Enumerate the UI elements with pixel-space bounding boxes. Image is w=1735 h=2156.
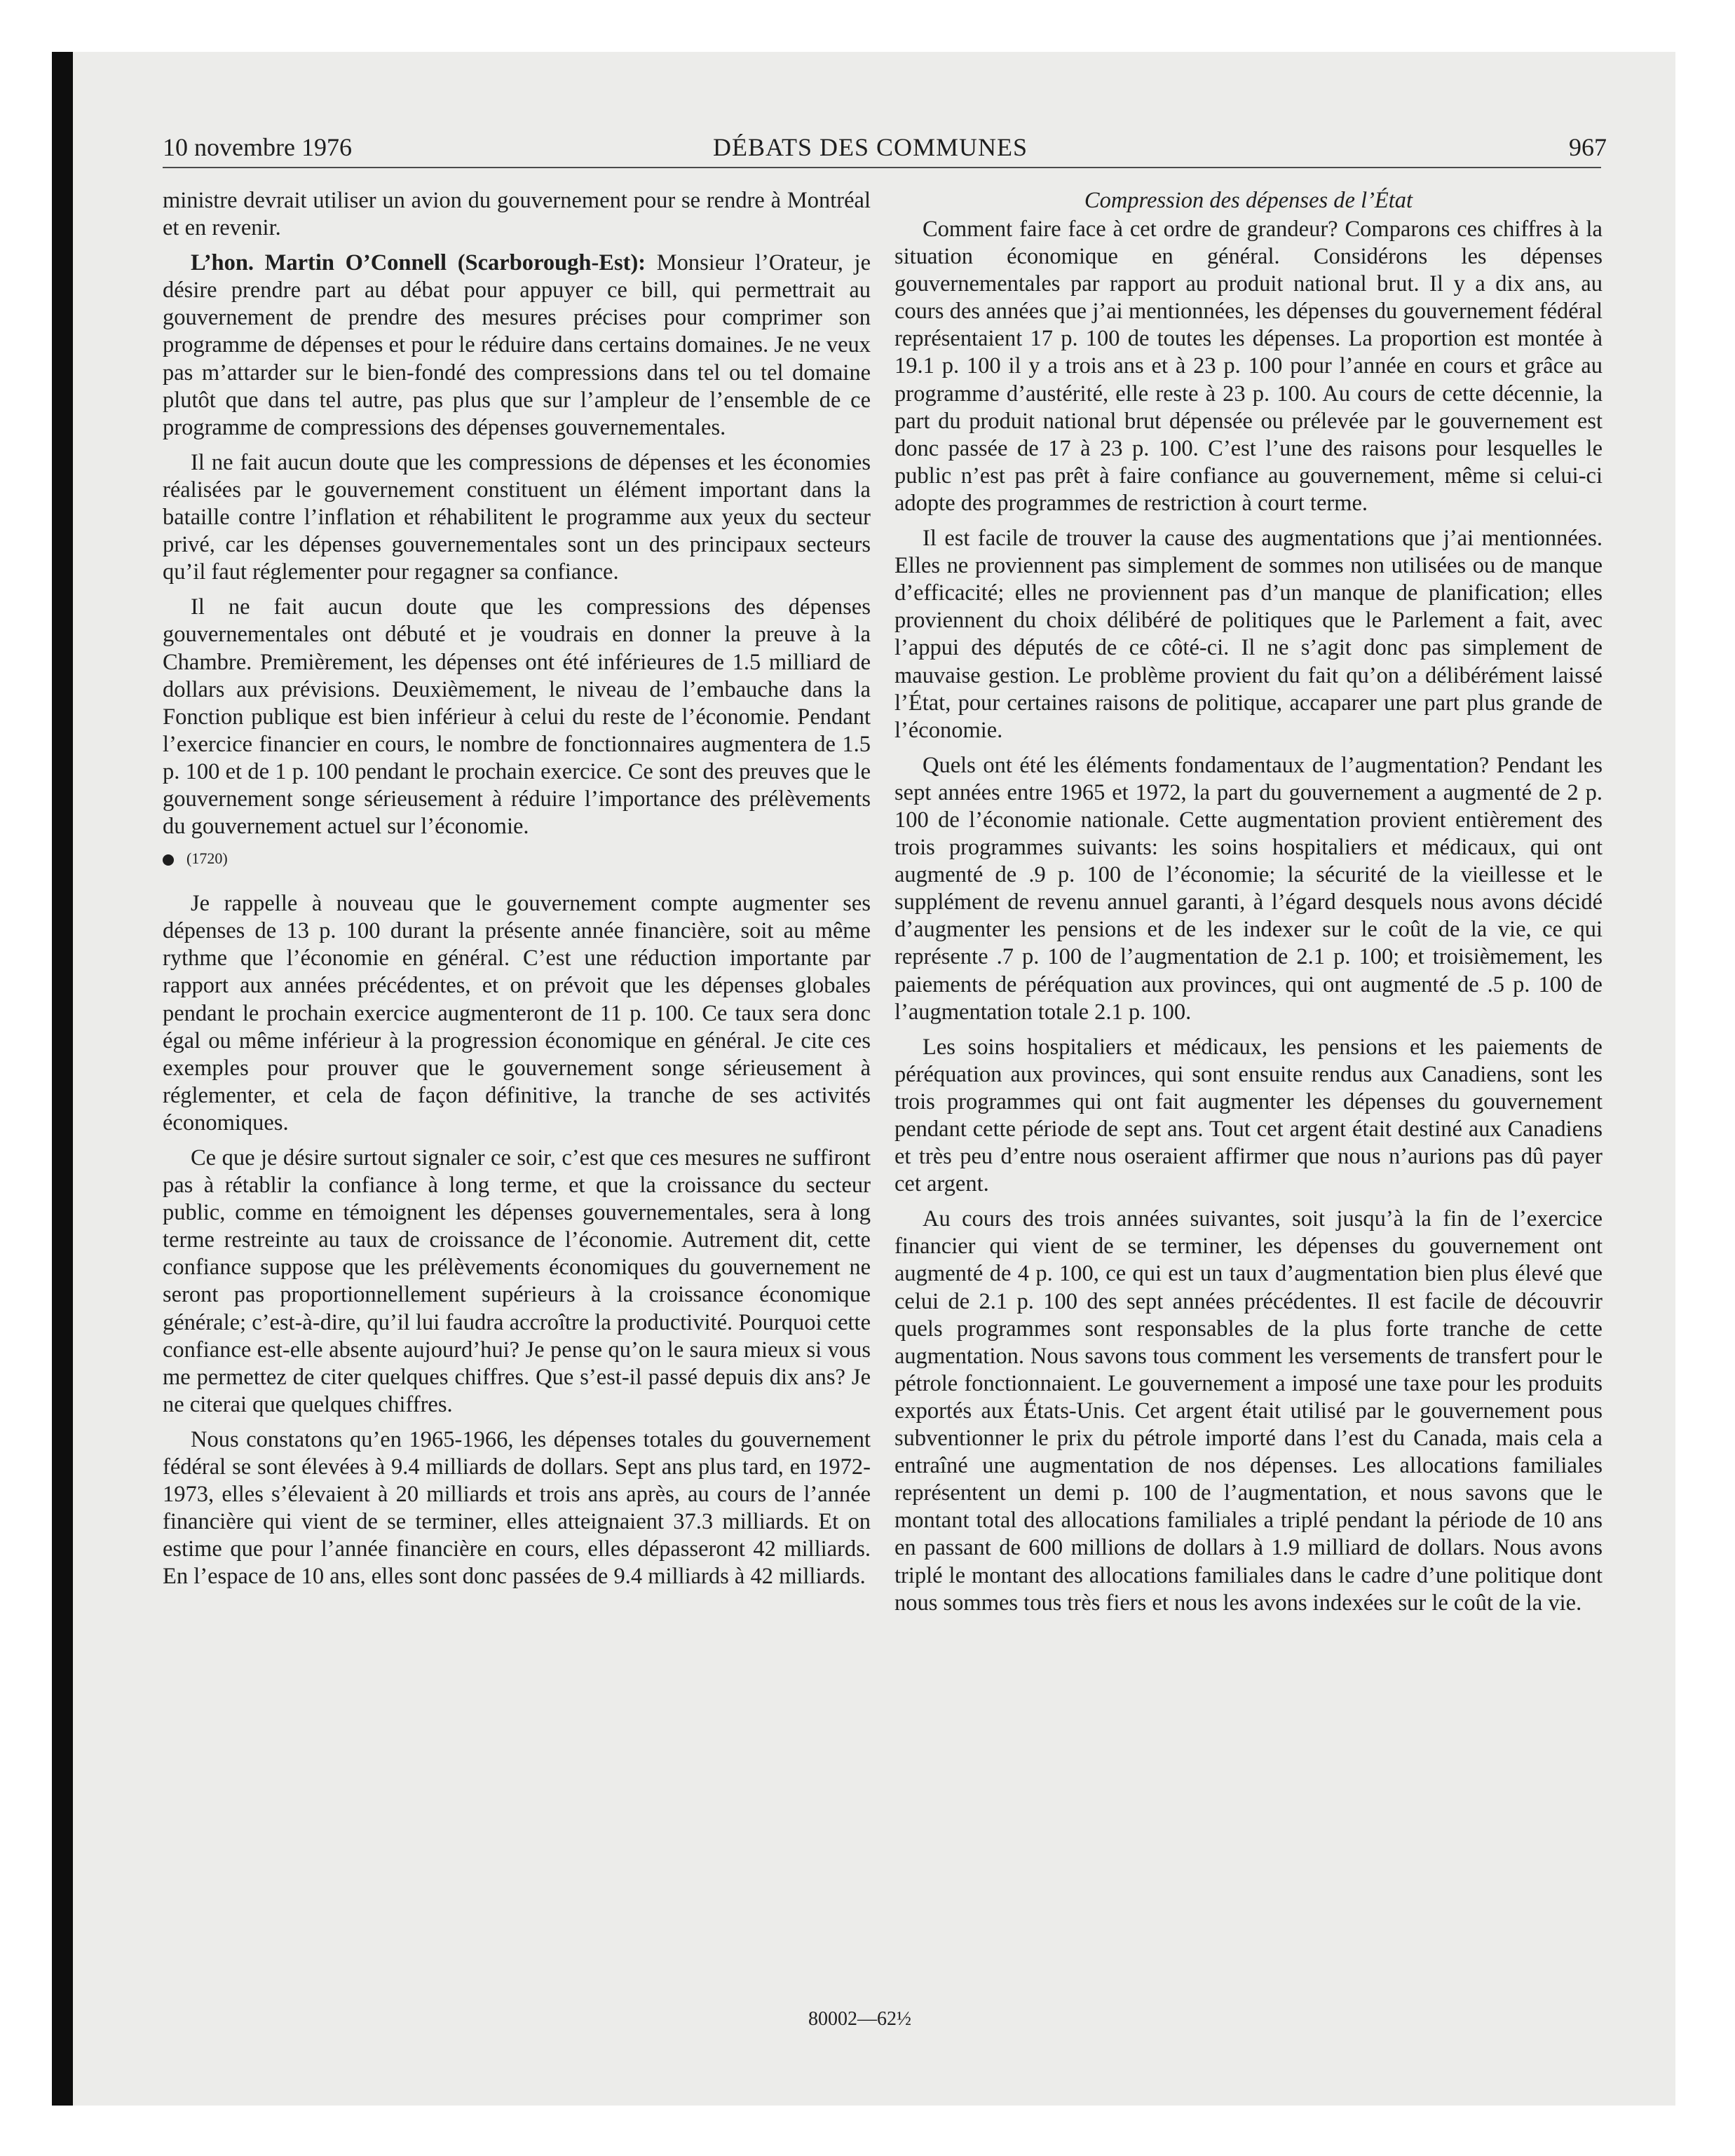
- speech-paragraph: [163, 250, 871, 442]
- speaker-name: L’hon. Martin O’Connell (Scarborough-Est):: [191, 250, 646, 276]
- paragraph: ministre devrait utiliser un avion du gouvernement pour se rendre à Montréal et en revenir.: [163, 188, 871, 241]
- paragraph: Quels ont été les éléments fondamentaux de l’augmentation? Pendant les sept années entre 1965 et 1972, la part du gouvernement a augmenté de 2 p. 100 de l’économie nationale. Cette augmentation provient entièrement des trois programmes suivants: les soins hospitaliers et médicaux, qui ont augmenté de .9 p. 100 de l’économie; la sécurité de la vieillesse et le supplément de revenu annuel garanti, à l’égard desquels nous avons décidé d’augmenter les pensions et de les indexer sur le coût de la vie, ce qui représente .7 p. 100 de l’augmentation de 2.1 p. 100; et troisièmement, les paiements de péréquation aux provinces, qui ont augmenté de .5 p. 100 de l’augmentation totale 2.1 p. 100.: [894, 752, 1603, 1025]
- time-marker: [163, 848, 871, 869]
- scan-edge-shadow: [52, 52, 73, 2106]
- paragraph: Il est facile de trouver la cause des augmentations que j’ai mentionnées. Elles ne proviennent pas simplement de sommes non utilisées ou de manque d’efficacité; elles ne proviennent pas d’un manque de planification; elles proviennent du choix délibéré de politiques que le Parlement a fait, avec l’appui des députés de ce côté-ci. Il ne s’agit donc pas simplement de mauvaise gestion. Le problème provient du fait qu’on a délibérément laissé l’État, pour certaines raisons de politique, accaparer une part plus grande de l’économie.: [894, 526, 1603, 743]
- paragraph: Il ne fait aucun doute que les compressions de dépenses et les économies réalisées par le gouvernement constituent un élément important dans la bataille contre l’inflation et réhabilitent le programme aux yeux du secteur privé, car les dépenses gouvernementales sont un des principaux secteurs qu’il faut réglementer pour regagner sa confiance.: [163, 449, 871, 585]
- header-rule: [163, 167, 1601, 168]
- paragraph: Je rappelle à nouveau que le gouvernement compte augmenter ses dépenses de 13 p. 100 durant la présente année financière, soit au même rythme que l’économie en général. C’est une réduction importante par rapport aux années précédentes, et on prévoit que les dépenses globales pendant le prochain exercice augmenteront de 11 p. 100. Ce taux sera donc égal ou même inférieur à la progression économique en général. Je cite ces exemples pour prouver que le gouvernement songe sérieusement à réglementer, et cela de façon définitive, la tranche de ses activités économiques.: [163, 891, 871, 1135]
- footer-code: 80002—62½: [808, 2008, 911, 2030]
- header-date: 10 novembre 1976: [163, 133, 352, 161]
- paragraph: Il ne fait aucun doute que les compressions des dépenses gouvernementales ont débuté et je voudrais en donner la preuve à la Chambre. Premièrement, les dépenses ont été inférieures de 1.5 milliard de dollars aux prévisions. Deuxièmement, le niveau de l’embauche dans la Fonction publique est bien inférieur à celui du reste de l’économie. Pendant l’exercice financier en cours, le nombre de fonctionnaires augmentera de 1.5 p. 100 et de 1 p. 100 pendant le prochain exercice. Ce sont des preuves que le gouvernement songe sérieusement à réduire l’importance des prélèvements du gouvernement actuel sur l’économie.: [163, 594, 871, 840]
- header-title: DÉBATS DES COMMUNES: [713, 133, 1028, 161]
- paragraph: Ce que je désire surtout signaler ce soir, c’est que ces mesures ne suffiront pas à rétablir la confiance à long terme, et que la croissance du secteur public, comme en témoignent les dépenses gouvernementales, sera à long terme restreinte au taux de croissance de l’économie. Autrement dit, cette confiance suppose que les prélèvements économiques du gouvernement ne seront pas proportionnellement supérieurs à la croissance économique générale; c’est-à-dire, qu’il lui faudra accroître la productivité. Pourquoi cette confiance est-elle absente aujourd’hui? Je pense qu’on le saura mieux si vous me permettez de citer quelques chiffres. Que s’est-il passé depuis dix ans? Je ne citerai que quelques chiffres.: [163, 1145, 871, 1417]
- section-heading: Compression des dépenses de l’État: [1084, 188, 1413, 213]
- speech-text: Monsieur l’Orateur, je désire prendre part au débat pour appuyer ce bill, qui permettrait au gouvernement de prendre des mesures précises pour comprimer son programme de dépenses et pour le réduire dans certains domaines. Je ne veux pas m’attarder sur le bien-fondé des compressions dans tel ou tel domaine plutôt que dans tel autre, pas plus que sur l’ampleur de l’ensemble de ce programme de compressions des dépenses gouvernementales.: [163, 250, 871, 440]
- paragraph: Au cours des trois années suivantes, soit jusqu’à la fin de l’exercice financier qui vient de se terminer, les dépenses du gouvernement ont augmenté de 4 p. 100, ce qui est un taux d’augmentation bien plus élevé que celui de 2.1 p. 100 des sept années précédentes. Il est facile de découvrir quels programmes sont responsables de la plus forte tranche de cette augmentation. Nous savons tous comment les versements de transfert pour le pétrole fonctionnaient. Le gouvernement a imposé une taxe pour les produits exportés aux États-Unis. Cet argent était utilisé par le gouvernement pous subventionner le prix du pétrole importé dans l’est du Canada, mais cela a entraîné une augmentation de nos dépenses. Les allocations familiales représentent un demi p. 100 de l’augmentation, et nous savons que le montant total des allocations familiales a triplé pendant la période de 10 ans en passant de 600 millions de dollars à 1.9 milliard de dollars. Nous avons triplé le montant des allocations familiales dans le cadre d’une politique dont nous sommes tous très fiers et nous les avons indexées sur le coût de la vie.: [894, 1206, 1603, 1616]
- paragraph: Nous constatons qu’en 1965-1966, les dépenses totales du gouvernement fédéral se sont élevées à 9.4 milliards de dollars. Sept ans plus tard, en 1972-1973, elles s’élevaient à 20 milliards et trois ans après, au cours de l’année financière qui vient de se terminer, elles atteignaient 37.3 milliards. Et on estime que pour l’année financière en cours, elles dépasseront 42 milliards. En l’espace de 10 ans, elles sont donc passées de 9.4 milliards à 42 milliards.: [163, 1426, 871, 1590]
- paragraph: Comment faire face à cet ordre de grandeur? Comparons ces chiffres à la situation économique en général. Considérons les dépenses gouvernementales par rapport au produit national brut. Il y a dix ans, au cours des années que j’ai mentionnées, les dépenses du gouvernement fédéral représentaient 17 p. 100 de toutes les dépenses. La proportion est montée à 19.1 p. 100 il y a trois ans et à 23 p. 100 pour l’année en cours et grâce au programme d’austérité, elle reste à 23 p. 100. Au cours de cette décennie, la part du produit national brut dépensée ou prélevée par le gouvernement est donc passée de 17 à 23 p. 100. C’est l’une des raisons pour lesquelles le public n’est pas prêt à faire confiance au gouvernement, même si celui-ci adopte des programmes de restriction à court terme.: [894, 217, 1603, 516]
- paragraph: Les soins hospitaliers et médicaux, les pensions et les paiements de péréquation aux provinces, qui sont ensuite rendus aux Canadiens, sont les trois programmes qui ont fait augmenter les dépenses du gouvernement pendant cette période de sept ans. Tout cet argent était destiné aux Canadiens et très peu d’entre nous oseraient affirmer que nous n’aurions pas dû payer cet argent.: [894, 1034, 1603, 1197]
- bullet-icon: [163, 854, 174, 866]
- time-marker-label: (1720): [186, 850, 228, 868]
- left-column: [163, 187, 871, 1599]
- right-column: [894, 187, 1603, 1625]
- page-number: 967: [1569, 133, 1607, 161]
